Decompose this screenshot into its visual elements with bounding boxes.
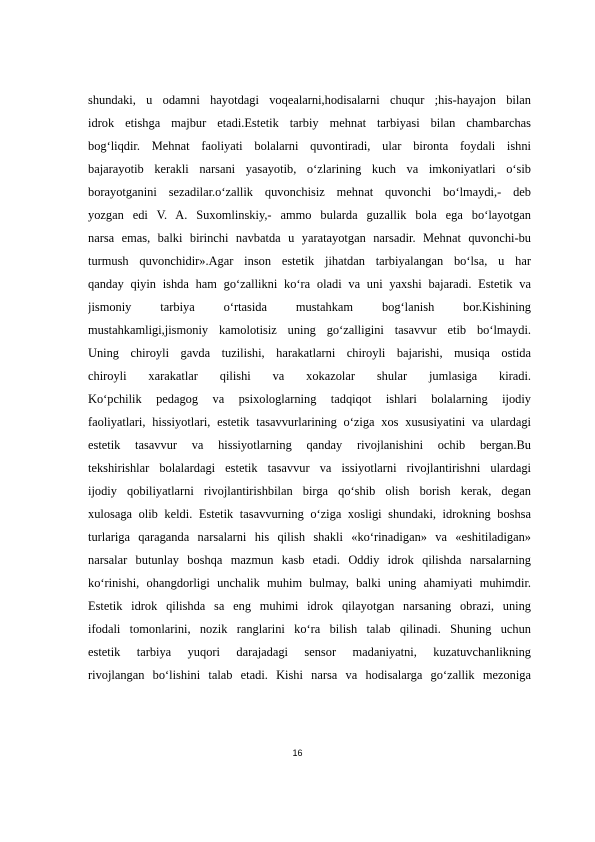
text-line: mustahkamligi,jismoniy kamolotisiz uning go‘zalligini tasavvur etib bo‘lmaydi.: [88, 323, 531, 337]
text-line: narsalar butunlay boshqa mazmun kasb etadi. Oddiy idrok qilishda narsalarning: [88, 553, 531, 567]
text-line: Uning chiroyli gavda tuzilishi, harakatlarni chiroyli bajarishi, musiqa ostida: [88, 346, 531, 360]
text-line: bajarayotib kerakli narsani yasayotib, o‘zlarining kuch va imkoniyatlari o‘sib: [88, 162, 531, 176]
text-line: bog‘liqdir. Mehnat faoliyati bolalarni quvontiradi, ular bironta foydali ishni: [88, 139, 531, 153]
text-line: ifodali tomonlarini, nozik ranglarini ko‘ra bilish talab qilinadi. Shuning uchun: [88, 622, 531, 636]
text-line: Estetik idrok qilishda sa eng muhimi idrok qilayotgan narsaning obrazi, uning: [88, 599, 531, 613]
text-line: tekshirishlar bolalardagi estetik tasavvur va issiyotlarni rivojlantirishni ulardagi: [88, 461, 531, 475]
text-line: ijodiy qobiliyatlarni rivojlantirishbilan birga qo‘shib olish borish kerak, degan: [88, 484, 531, 498]
text-line: narsa emas, balki birinchi navbatda u yaratayotgan narsadir. Mehnat quvonchi-bu: [88, 231, 531, 245]
text-line: ko‘rinishi, ohangdorligi unchalik muhim bulmay, balki uning ahamiyati muhimdir.: [88, 576, 531, 590]
text-line: estetik tarbiya yuqori darajadagi sensor madaniyatni, kuzatuvchanlikning: [88, 645, 531, 659]
text-line: shundaki, u odamni hayotdagi voqealarni,hodisalarni chuqur ;his-hayajon bilan: [88, 93, 531, 107]
text-line: qanday qiyin ishda ham go‘zallikni ko‘ra oladi va uni yaxshi bajaradi. Estetik va: [88, 277, 531, 291]
body-text: [88, 89, 531, 687]
page-number: 16: [292, 748, 303, 758]
text-line: borayotganini sezadilar.o‘zallik quvonchisiz mehnat quvonchi bo‘lmaydi,- deb: [88, 185, 531, 199]
text-line: yozgan edi V. A. Suxomlinskiy,- ammo bularda guzallik bola ega bo‘layotgan: [88, 208, 531, 222]
text-line: jismoniy tarbiya o‘rtasida mustahkam bog‘lanish bor.Kishining: [88, 300, 531, 314]
text-line: chiroyli xarakatlar qilishi va xokazolar shular jumlasiga kiradi.: [88, 369, 531, 383]
text-line: Ko‘pchilik pedagog va psixologlarning tadqiqot ishlari bolalarning ijodiy: [88, 392, 531, 406]
text-line: faoliyatlari, hissiyotlari, estetik tasavvurlarining o‘ziga xos xususiyatini va ulardagi: [88, 415, 531, 429]
text-line: turmush quvonchidir».Agar inson estetik jihatdan tarbiyalangan bo‘lsa, u har: [88, 254, 531, 268]
text-line: rivojlangan bo‘lishini talab etadi. Kishi narsa va hodisalarga go‘zallik mezoniga: [88, 668, 531, 682]
text-line: idrok etishga majbur etadi.Estetik tarbiy mehnat tarbiyasi bilan chambarchas: [88, 116, 531, 130]
text-line: xulosaga olib keldi. Estetik tasavvurning o‘ziga xosligi shundaki, idrokning boshsa: [88, 507, 531, 521]
text-line: turlariga qaraganda narsalarni his qilish shakli «ko‘rinadigan» va «eshitiladigan»: [88, 530, 531, 544]
text-line: estetik tasavvur va hissiyotlarning qanday rivojlanishini ochib bergan.Bu: [88, 438, 531, 452]
